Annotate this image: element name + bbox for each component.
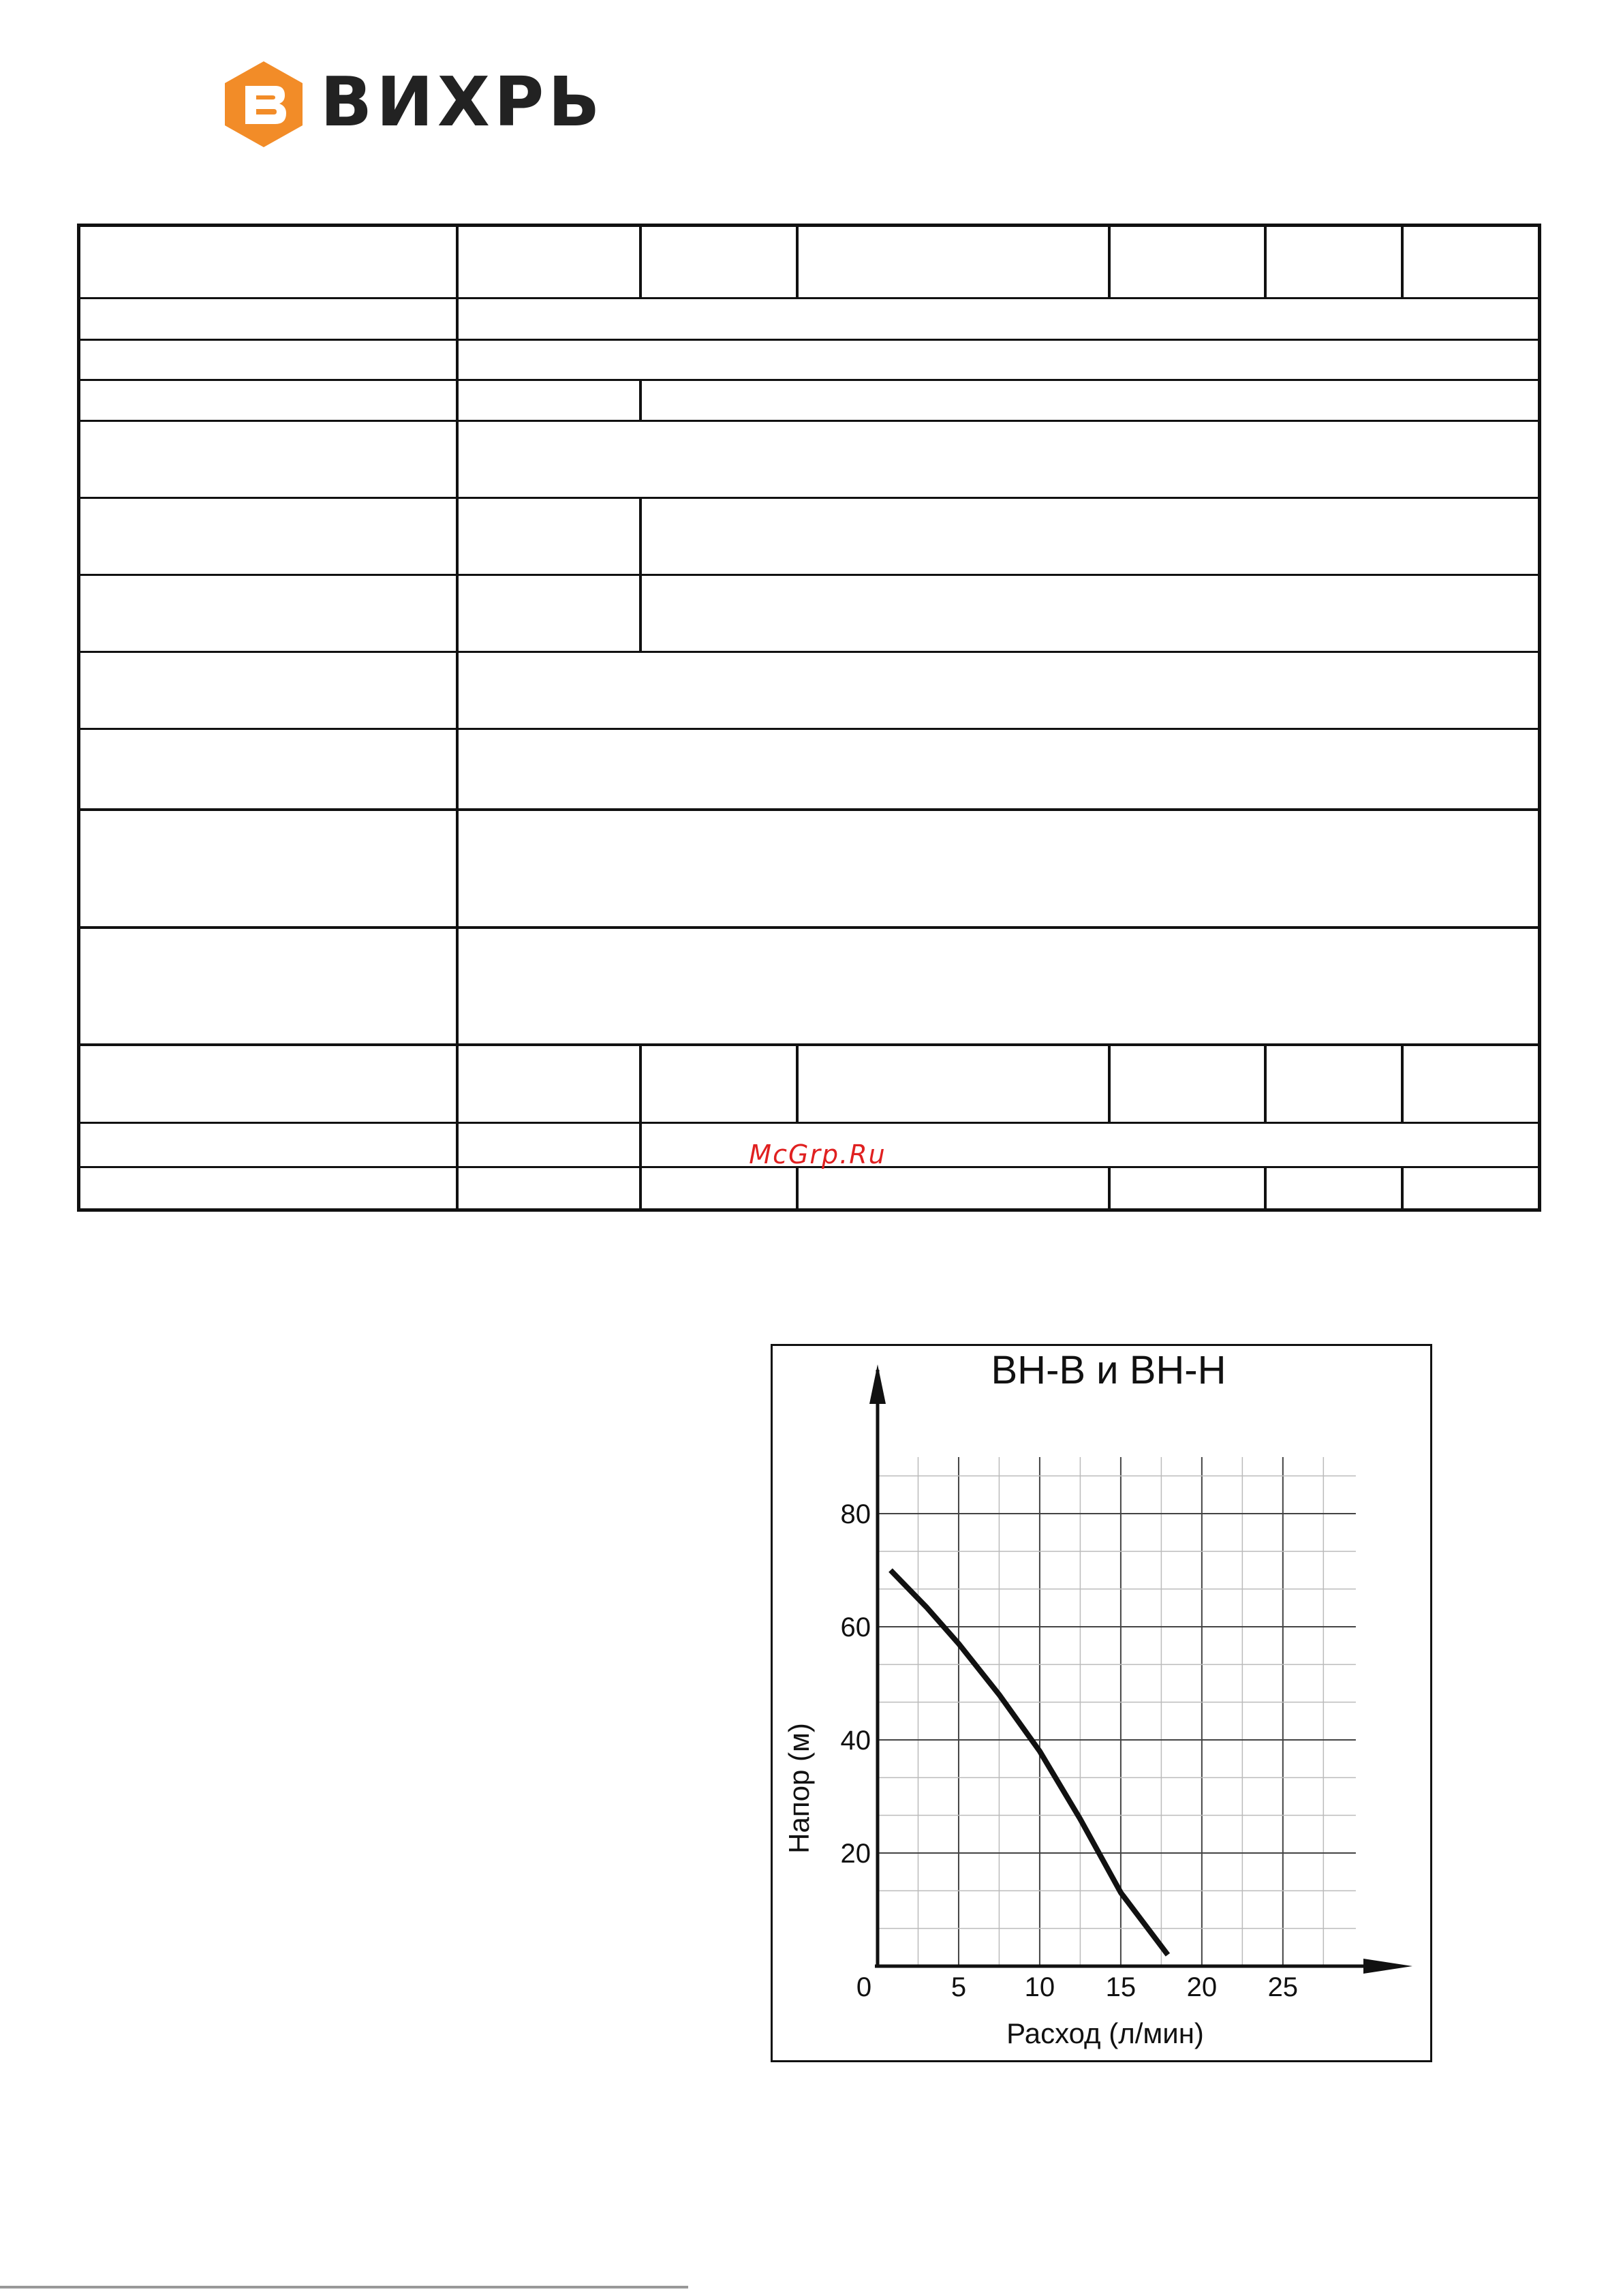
table-col-line [1264,1166,1267,1212]
table-border-left [77,224,80,1212]
chart-frame [772,1345,1432,2062]
table-col-line [639,1122,642,1168]
x-tick-label: 25 [1267,1972,1299,2002]
x-tick-label: 15 [1105,1972,1137,2002]
table-col-line [1264,1043,1267,1123]
table-col-line [639,497,642,652]
table-col-line [1108,1043,1111,1123]
table-col-line [1401,1043,1404,1123]
table-col-line [639,224,642,299]
x-tick-label: 0 [856,1972,872,2002]
y-tick-label: 80 [840,1499,871,1529]
chart-ylabel: Напор (м) [783,1723,815,1854]
table-row-line [77,926,1541,929]
table-row-line [77,297,1541,299]
y-tick-label: 60 [840,1612,871,1642]
x-tick-label: 20 [1186,1972,1218,2002]
table-row-line [77,379,1541,381]
table-col-line [1264,224,1267,299]
table-col-line [639,1043,642,1123]
table-row-line [77,420,1541,422]
table-col-line [796,1043,799,1123]
table-row-line [77,1122,1541,1124]
table-row-line [77,651,1541,653]
table-col-line [796,1166,799,1212]
table-col-line [1108,1166,1111,1212]
table-col-line [639,1166,642,1212]
table-col-line [639,379,642,421]
table-col-line [1401,1166,1404,1212]
x-tick-label: 10 [1024,1972,1055,2002]
table-border-top [77,224,1541,227]
pump-curve-chart [771,1344,1432,2062]
orange-hexagon-B-icon [219,60,308,149]
table-col-line [1108,224,1111,299]
table-col-line [1401,224,1404,299]
y-tick-label: 20 [840,1839,871,1869]
table-row-line [77,728,1541,730]
table-row-line [77,339,1541,341]
x-tick-label: 5 [950,1972,967,2002]
brand-name: ВИХРЬ [320,62,604,142]
table-col-line [796,224,799,299]
table-row-line [77,574,1541,576]
bottom-rule [0,2286,688,2289]
spec-table [77,224,1541,1212]
table-row-line [77,808,1541,811]
chart-xlabel: Расход (л/мин) [1006,2017,1204,2049]
table-border-right [1538,224,1541,1212]
table-border-bottom [77,1208,1541,1212]
chart-title: ВН-В и ВН-Н [991,1348,1226,1392]
y-tick-label: 40 [840,1726,871,1756]
chart-svg [771,1344,1432,2062]
brand-logo [219,60,604,149]
table-row-line [77,1043,1541,1046]
table-row-line [77,497,1541,499]
table-col-line [456,224,459,1212]
watermark: McGrp.Ru [749,1139,886,1169]
